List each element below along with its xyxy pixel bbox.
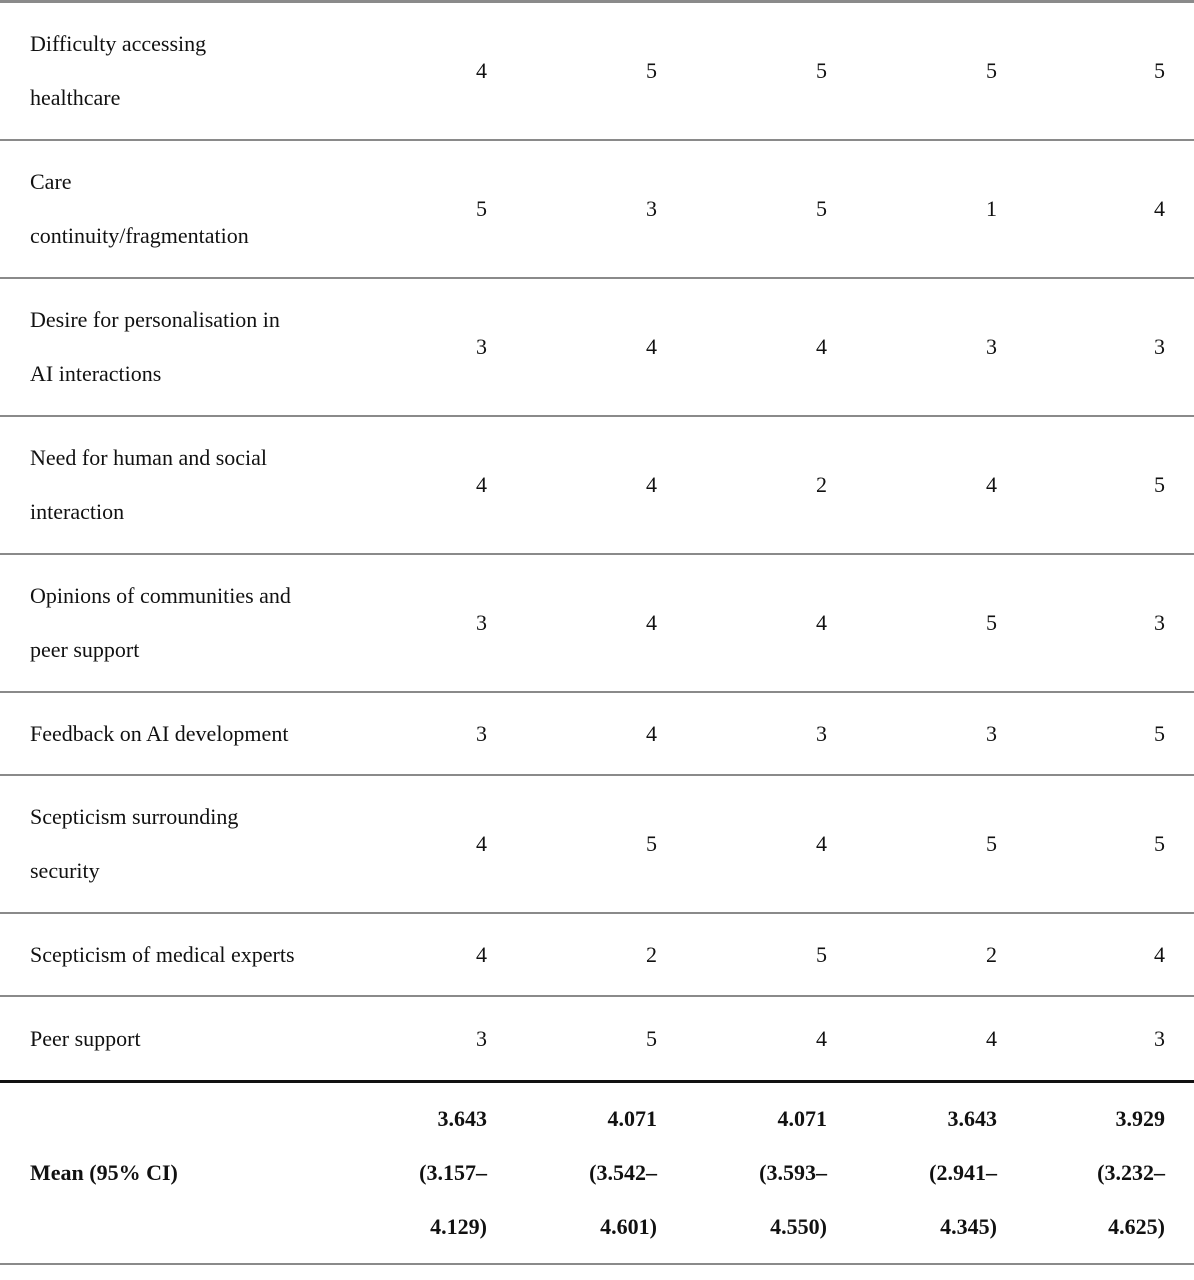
table-row [0, 997, 1194, 1080]
row-label [0, 1012, 345, 1066]
ci-upper: 4.601) [600, 1214, 657, 1239]
score-cell: 4 [476, 58, 487, 83]
mean-cell [657, 1092, 827, 1254]
mean-value: 4.071 [607, 1106, 657, 1131]
table-row [0, 417, 1194, 555]
table-row [0, 141, 1194, 279]
score-cell: 4 [476, 941, 487, 967]
score-cell: 5 [1154, 472, 1165, 497]
score-cell: 4 [986, 1025, 997, 1051]
score-cell: 2 [986, 941, 997, 967]
mean-value: 3.643 [437, 1106, 487, 1131]
table-row [0, 3, 1194, 141]
ci-lower: (2.941– [929, 1160, 997, 1185]
table-row [0, 914, 1194, 997]
score-cell: 5 [986, 831, 997, 856]
row-label [0, 569, 345, 677]
mean-label: Mean (95% CI) [30, 1160, 178, 1185]
row-label-line: Difficulty accessing [30, 31, 207, 56]
score-cell: 3 [476, 720, 487, 746]
row-label-line: Feedback on AI development [30, 720, 289, 746]
row-label [0, 790, 345, 898]
score-cell: 4 [816, 1025, 827, 1051]
mean-row [0, 1080, 1194, 1265]
score-cell: 4 [816, 334, 827, 359]
row-label-line: Scepticism surrounding [30, 804, 239, 829]
ci-upper: 4.129) [430, 1214, 487, 1239]
ci-upper: 4.625) [1108, 1214, 1165, 1239]
mean-cell [487, 1092, 657, 1254]
score-cell: 4 [646, 610, 657, 635]
row-label [0, 17, 345, 125]
score-cell: 4 [646, 720, 657, 746]
ci-upper: 4.550) [770, 1214, 827, 1239]
row-label-line: continuity/fragmentation [30, 223, 249, 248]
score-cell: 3 [1154, 1025, 1165, 1051]
score-cell: 4 [816, 831, 827, 856]
score-cell: 5 [476, 196, 487, 221]
row-label [0, 707, 345, 761]
mean-value: 3.643 [947, 1106, 997, 1131]
ci-lower: (3.542– [589, 1160, 657, 1185]
row-label-line: Desire for personalisation in [30, 307, 280, 332]
row-label [0, 293, 345, 401]
score-cell: 5 [986, 58, 997, 83]
row-label-line: security [30, 858, 100, 883]
score-cell: 4 [986, 472, 997, 497]
score-cell: 4 [646, 334, 657, 359]
score-cell: 4 [476, 472, 487, 497]
mean-cell [997, 1092, 1165, 1254]
table-row [0, 555, 1194, 693]
score-cell: 5 [646, 58, 657, 83]
ci-lower: (3.157– [419, 1160, 487, 1185]
row-label-line: Peer support [30, 1025, 141, 1051]
ci-lower: (3.593– [759, 1160, 827, 1185]
row-label-line: Opinions of communities and [30, 583, 291, 608]
mean-cell [345, 1092, 487, 1254]
score-cell: 5 [986, 610, 997, 635]
ci-lower: (3.232– [1097, 1160, 1165, 1185]
score-cell: 4 [646, 472, 657, 497]
mean-value: 3.929 [1115, 1106, 1165, 1131]
table-row [0, 279, 1194, 417]
score-cell: 2 [646, 941, 657, 967]
score-cell: 3 [476, 1025, 487, 1051]
score-cell: 3 [816, 720, 827, 746]
ci-upper: 4.345) [940, 1214, 997, 1239]
table-row [0, 776, 1194, 914]
row-label [0, 928, 345, 982]
row-label-line: Need for human and social [30, 445, 268, 470]
score-cell: 3 [476, 334, 487, 359]
table-row [0, 693, 1194, 776]
ratings-table [0, 3, 1194, 1265]
score-cell: 2 [816, 472, 827, 497]
score-cell: 5 [1154, 720, 1165, 746]
row-label-line: Scepticism of medical experts [30, 941, 295, 967]
score-cell: 5 [1154, 58, 1165, 83]
score-cell: 3 [476, 610, 487, 635]
row-label-line: AI interactions [30, 361, 162, 386]
score-cell: 5 [646, 1025, 657, 1051]
score-cell: 4 [1154, 941, 1165, 967]
row-label-line: Care [30, 169, 72, 194]
row-label-line: interaction [30, 499, 125, 524]
score-cell: 5 [816, 58, 827, 83]
score-cell: 3 [1154, 334, 1165, 359]
score-cell: 3 [986, 720, 997, 746]
mean-cell [827, 1092, 997, 1254]
row-label-line: peer support [30, 637, 140, 662]
score-cell: 5 [816, 941, 827, 967]
score-cell: 3 [1154, 610, 1165, 635]
score-cell: 4 [816, 610, 827, 635]
mean-value: 4.071 [777, 1106, 827, 1131]
score-cell: 5 [646, 831, 657, 856]
score-cell: 5 [816, 196, 827, 221]
row-label-line: healthcare [30, 85, 121, 110]
score-cell: 4 [1154, 196, 1165, 221]
score-cell: 3 [646, 196, 657, 221]
row-label [0, 155, 345, 263]
score-cell: 3 [986, 334, 997, 359]
score-cell: 5 [1154, 831, 1165, 856]
score-cell: 1 [986, 196, 997, 221]
row-label [0, 431, 345, 539]
score-cell: 4 [476, 831, 487, 856]
